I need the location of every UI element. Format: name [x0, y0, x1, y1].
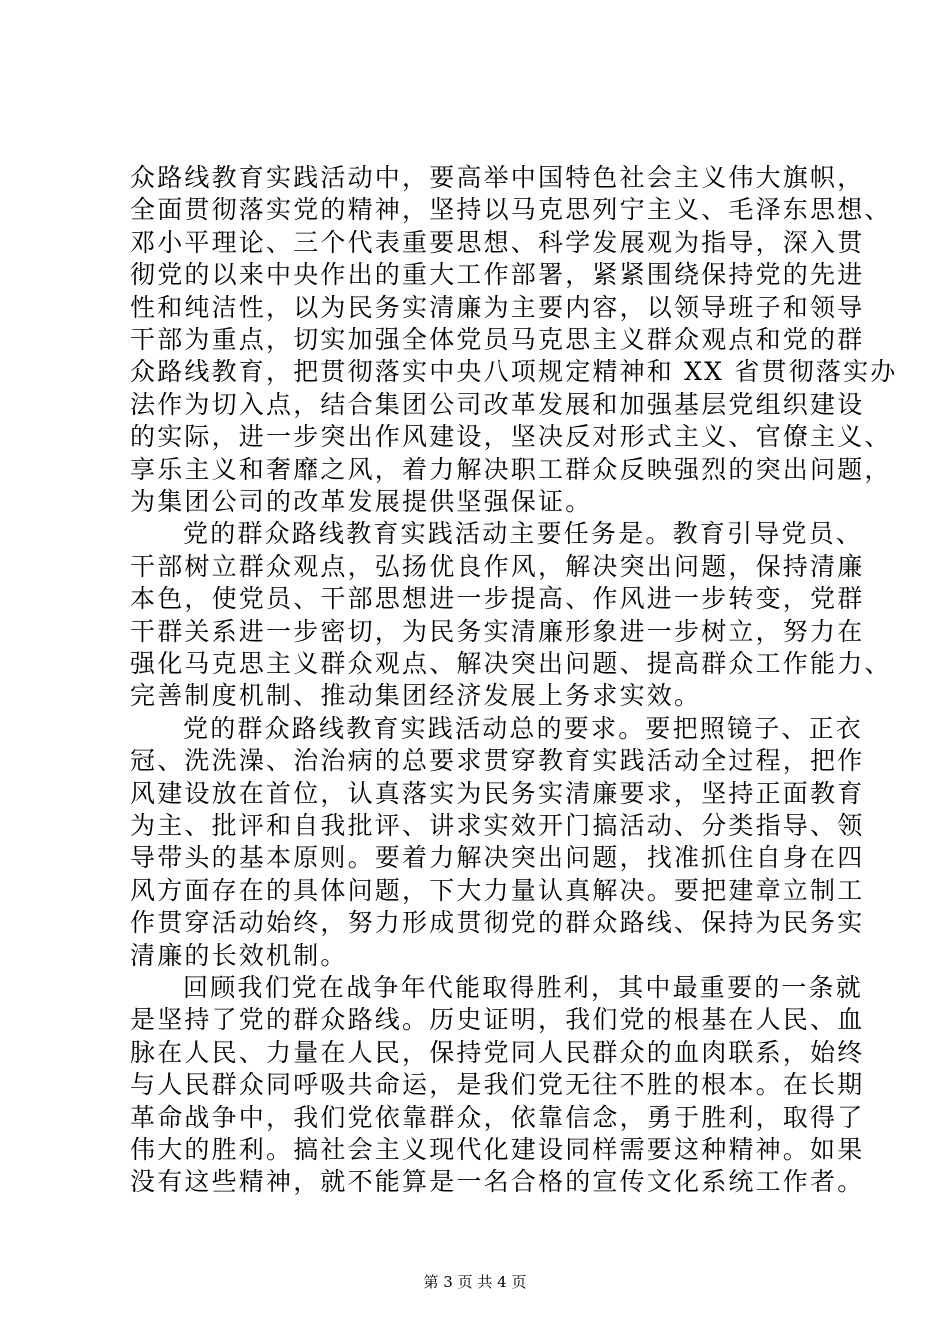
text-line: 本色，使党员、干部思想进一步提高、作风进一步转变，党群: [130, 584, 865, 613]
text-line: 为集团公司的改革发展提供坚强保证。: [130, 487, 593, 516]
text-line: 风建设放在首位，认真落实为民务实清廉要求，坚持正面教育: [130, 779, 865, 808]
text-line: 干部为重点，切实加强全体党员马克思主义群众观点和党的群: [130, 325, 865, 354]
text-line: 强化马克思主义群众观点、解决突出问题、提高群众工作能力、: [130, 649, 892, 678]
text-line: 脉在人民、力量在人民，保持党同人民群众的血肉联系，始终: [130, 1038, 865, 1067]
text-line: 党的群众路线教育实践活动主要任务是。教育引导党员、: [183, 519, 864, 548]
text-line: 清廉的长效机制。: [130, 941, 348, 970]
text-line: 作贯穿活动始终，努力形成贯彻党的群众路线、保持为民务实: [130, 908, 865, 937]
text-line: 没有这些精神，就不能算是一名合格的宣传文化系统工作者。: [130, 1167, 865, 1196]
text-line: 与人民群众同呼吸共命运，是我们党无往不胜的根本。在长期: [130, 1070, 865, 1099]
text-line: 伟大的胜利。搞社会主义现代化建设同样需要这种精神。如果: [130, 1135, 865, 1164]
text-line: 性和纯洁性，以为民务实清廉为主要内容，以领导班子和领导: [130, 293, 865, 322]
text-line: 导带头的基本原则。要着力解决突出问题，找准抓住自身在四: [130, 843, 865, 872]
text-line: 的实际，进一步突出作风建设，坚决反对形式主义、官僚主义、: [130, 422, 892, 451]
text-line: 干群关系进一步密切，为民务实清廉形象进一步树立，努力在: [130, 617, 865, 646]
text-line: 法作为切入点，结合集团公司改革发展和加强基层党组织建设: [130, 390, 865, 419]
text-line: 享乐主义和奢靡之风，着力解决职工群众反映强烈的突出问题，: [130, 455, 892, 484]
text-line: 冠、洗洗澡、治治病的总要求贯穿教育实践活动全过程，把作: [130, 746, 865, 775]
text-line: 完善制度机制、推动集团经济发展上务求实效。: [130, 681, 702, 710]
text-line: 干部树立群众观点，弘扬优良作风，解决突出问题，保持清廉: [130, 552, 865, 581]
text-line: 革命战争中，我们党依靠群众，依靠信念，勇于胜利，取得了: [130, 1103, 865, 1132]
text-line: 风方面存在的具体问题，下大力量认真解决。要把建章立制工: [130, 876, 865, 905]
text-line: 党的群众路线教育实践活动总的要求。要把照镜子、正衣: [183, 714, 864, 743]
text-line: 众路线教育，把贯彻落实中央八项规定精神和 XX 省贯彻落实办: [130, 357, 898, 386]
text-line: 全面贯彻落实党的精神，坚持以马克思列宁主义、毛泽东思想、: [130, 195, 892, 224]
text-line: 邓小平理论、三个代表重要思想、科学发展观为指导，深入贯: [130, 228, 865, 257]
text-line: 众路线教育实践活动中，要高举中国特色社会主义伟大旗帜，: [130, 163, 865, 192]
text-line: 为主、批评和自我批评、讲求实效开门搞活动、分类指导、领: [130, 811, 865, 840]
text-line: 回顾我们党在战争年代能取得胜利，其中最重要的一条就: [183, 973, 864, 1002]
text-line: 是坚持了党的群众路线。历史证明，我们党的根基在人民、血: [130, 1005, 865, 1034]
text-line: 彻党的以来中央作出的重大工作部署，紧紧围绕保持党的先进: [130, 260, 865, 289]
page-footer: 第 3 页 共 4 页: [423, 1273, 527, 1291]
